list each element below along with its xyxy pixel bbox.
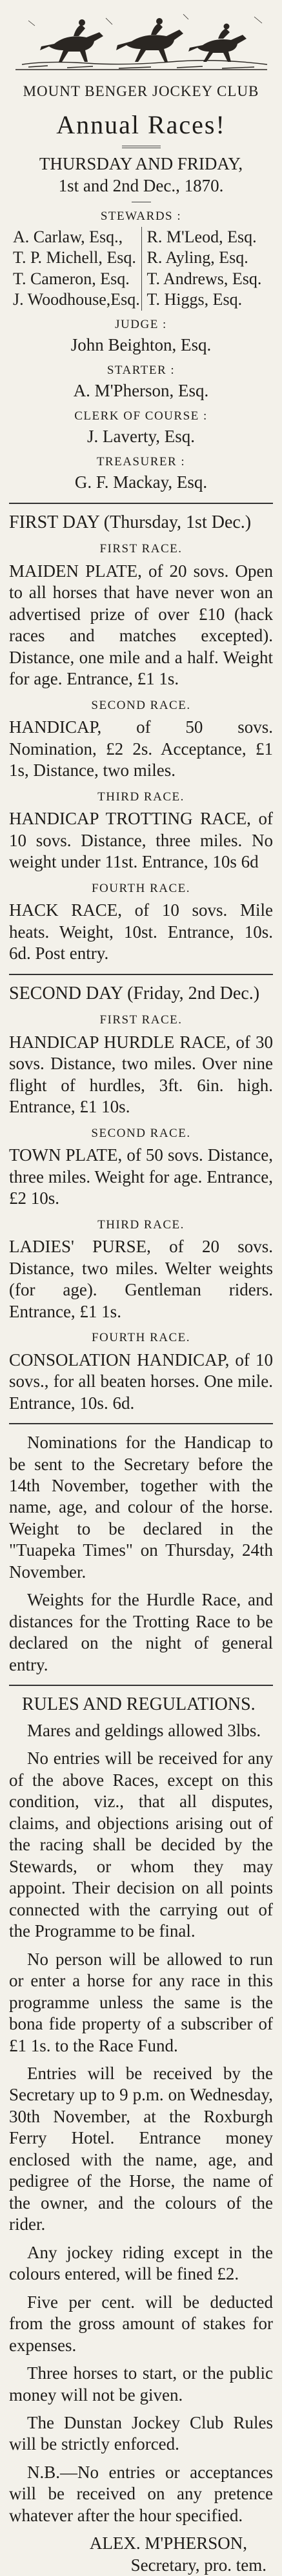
steward-name: R. M'Leod, Esq. bbox=[141, 227, 274, 248]
race-label: SECOND RACE. bbox=[91, 1126, 191, 1140]
notice-paragraph: Weights for the Hurdle Race, and distances for the Trotting Race to be declared on the night of general entry. bbox=[9, 1590, 273, 1674]
race-days: THURSDAY AND FRIDAY, bbox=[39, 154, 243, 174]
race-label: THIRD RACE. bbox=[97, 1217, 185, 1232]
race-description: MAIDEN PLATE, of 20 sovs. Open to all horses that have never won an advertised prize of over £10 (hack races and matches excepted). Distance, one mile and a half. Weight for age. Entrance, £1 1s. bbox=[9, 561, 273, 689]
steward-name: A. Carlaw, Esq., bbox=[13, 227, 123, 246]
day-one-heading: FIRST DAY (Thursday, 1st Dec.) bbox=[9, 512, 252, 532]
judge-label: JUDGE : bbox=[115, 317, 167, 331]
rule-item: Five per cent. will be deducted from the gross amount of stakes for expenses. bbox=[9, 2292, 273, 2355]
steward-name: T. Higgs, Esq. bbox=[141, 289, 274, 311]
rule-item: No person will be allowed to run or enter a horse for any race in this programme unless the same is the bona fide property of a subscriber of £1 1s. to the Race Fund. bbox=[9, 1949, 273, 2055]
divider bbox=[9, 1423, 273, 1424]
race-description: TOWN PLATE, of 50 sovs. Distance, three miles. Weight for age. Entrance, £2 10s. bbox=[9, 1145, 273, 1208]
rule-item: No entries will be received for any of the above Races, except on this condition, viz., that all disputes, claims, and objections arising out of the racing shall be decided by the Stewards, or whom they may appoint. Their decision on all points connected with the carrying out of the Programme to be final. bbox=[9, 1748, 273, 1941]
race-description: CONSOLATION HANDICAP, of 10 sovs., for all beaten horses. One mile. Entrance, 10s. 6d. bbox=[9, 1350, 273, 1413]
starter-name: A. M'Pherson, Esq. bbox=[73, 381, 209, 401]
rule-item: Three horses to start, or the public money will not be given. bbox=[9, 2363, 273, 2405]
starter-label: STARTER : bbox=[106, 363, 176, 377]
divider bbox=[9, 1685, 273, 1686]
stewards-left-column bbox=[9, 227, 141, 311]
rule-item: N.B.—No entries or acceptances will be received on any pretence whatever after the hour specified. bbox=[9, 2462, 273, 2525]
divider bbox=[9, 974, 273, 975]
day-two-heading: SECOND DAY (Friday, 2nd Dec.) bbox=[9, 983, 260, 1003]
steward-name: R. Ayling, Esq. bbox=[141, 247, 274, 269]
stewards-label: STEWARDS : bbox=[100, 209, 182, 224]
clerk-label: CLERK OF COURSE : bbox=[74, 409, 208, 423]
treasurer-label: TREASURER : bbox=[96, 454, 186, 469]
steward-name: T. Cameron, Esq. bbox=[13, 269, 130, 288]
steward-name: T. P. Michell, Esq. bbox=[13, 248, 136, 267]
horse-race-engraving-icon bbox=[9, 5, 273, 75]
race-label: FIRST RACE. bbox=[99, 542, 183, 556]
page-title: Annual Races! bbox=[56, 110, 226, 139]
rule-item: Entries will be received by the Secretary up to 9 p.m. on Wednesday, 30th November, at the Roxburgh Ferry Hotel. Entrance money enclosed with the name, age, and pedigree of the Horse, the name of the owner, and the colours of the rider. bbox=[9, 2063, 273, 2234]
race-description: HANDICAP, of 50 sovs. Nomination, £2 2s. Acceptance, £1 1s, Distance, two miles. bbox=[9, 717, 273, 780]
race-label: SECOND RACE. bbox=[91, 698, 191, 712]
stewards-right-column bbox=[141, 227, 274, 311]
steward-name: T. Andrews, Esq. bbox=[141, 269, 274, 290]
rule-item: Mares and geldings allowed 3lbs. bbox=[27, 1720, 261, 1740]
rules-heading: RULES AND REGULATIONS. bbox=[22, 1694, 256, 1715]
clerk-name: J. Laverty, Esq. bbox=[87, 427, 195, 447]
notice-paragraph: Nominations for the Handicap to be sent to the Secretary before the 14th November, together with the name, age, and colour of the horse. Weight to be declared in the "Tuapeka Times" on Thursday, 24th November. bbox=[9, 1433, 273, 1582]
race-label: FOURTH RACE. bbox=[91, 1331, 191, 1345]
divider bbox=[122, 146, 161, 148]
race-description: LADIES' PURSE, of 20 sovs. Distance, two miles. Welter weights (for age). Gentleman riders. Entrance, £1 1s. bbox=[9, 1237, 273, 1321]
rule-item: The Dunstan Jockey Club Rules will be strictly enforced. bbox=[9, 2413, 273, 2454]
race-description: HANDICAP TROTTING RACE, of 10 sovs. Distance, three miles. No weight under 11st. Entrance, 10s 6d bbox=[9, 809, 273, 872]
race-description: HANDICAP HURDLE RACE, of 30 sovs. Distance, two miles. Over nine flight of hurdles, 3ft. 6in. high. Entrance, £1 10s. bbox=[9, 1032, 273, 1117]
secretary-title: Secretary, pro. tem. bbox=[130, 2555, 267, 2575]
club-name: MOUNT BENGER JOCKEY CLUB bbox=[23, 83, 259, 99]
rule-item: Any jockey riding except in the colours entered, will be fined £2. bbox=[9, 2242, 273, 2284]
secretary-name: ALEX. M'PHERSON, bbox=[89, 2533, 247, 2553]
race-label: FOURTH RACE. bbox=[91, 881, 191, 895]
race-label: THIRD RACE. bbox=[97, 789, 185, 804]
race-dates: 1st and 2nd Dec., 1870. bbox=[58, 175, 224, 195]
steward-name: J. Woodhouse,Esq. bbox=[13, 290, 140, 309]
judge-name: John Beighton, Esq. bbox=[70, 335, 212, 355]
race-description: HACK RACE, of 10 sovs. Mile heats. Weight, 10st. Entrance, 10s. 6d. Post entry. bbox=[9, 900, 273, 964]
race-label: FIRST RACE. bbox=[99, 1013, 183, 1027]
treasurer-name: G. F. Mackay, Esq. bbox=[74, 472, 208, 492]
stewards-list bbox=[9, 227, 273, 311]
divider bbox=[9, 503, 273, 504]
